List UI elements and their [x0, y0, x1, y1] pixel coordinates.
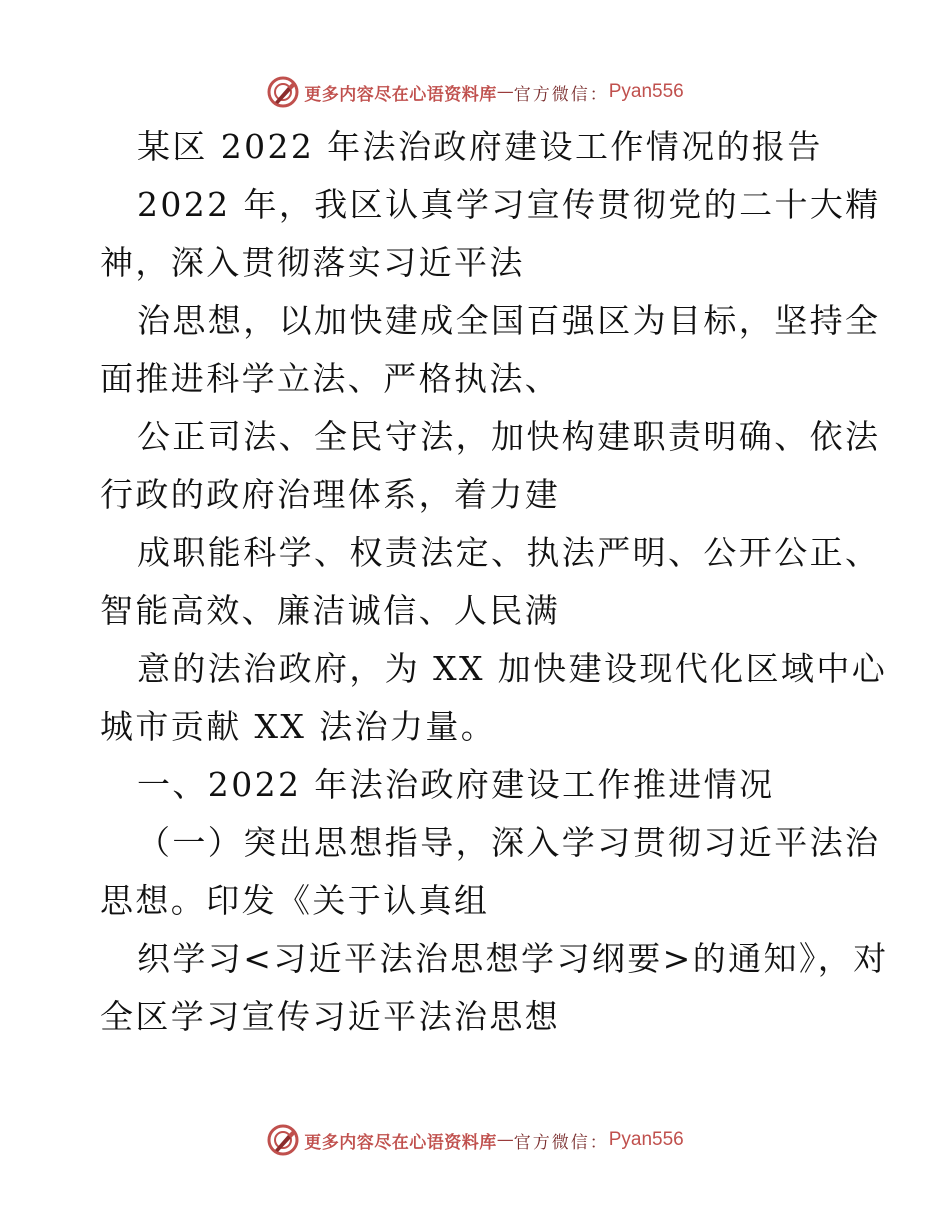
- subsection-heading: （一）突出思想指导，深入学习贯彻习近平法治: [137, 823, 881, 862]
- paragraph-line: 神，深入贯彻落实习近平法: [100, 243, 525, 282]
- paragraph-line: 行政的政府治理体系，着力建: [100, 475, 561, 514]
- paragraph-line: 思想。印发《关于认真组: [100, 881, 490, 920]
- document-title: 某区 2022 年法治政府建设工作情况的报告: [137, 127, 823, 166]
- document-body: [100, 118, 889, 1046]
- footer-watermark-banner: [0, 1120, 950, 1160]
- paragraph-line: 智能高效、廉洁诚信、人民满: [100, 591, 561, 630]
- paragraph-line: 意的法治政府，为 XX 加快建设现代化区域中心: [137, 649, 888, 688]
- paragraph-line: 城市贡献 XX 法治力量。: [100, 707, 497, 746]
- banner-wechat-label: 官方微信：: [513, 84, 609, 105]
- banner-separator: —: [496, 1130, 514, 1150]
- banner-wechat-label: 官方微信：: [513, 1132, 609, 1153]
- banner-main-text: 更多内容尽在心语资料库: [304, 1132, 497, 1153]
- paragraph-line: 治思想，以加快建成全国百强区为目标，坚持全: [137, 301, 881, 340]
- banner-wechat-id: Pyan556: [608, 81, 684, 102]
- banner-main-text: 更多内容尽在心语资料库: [304, 84, 497, 105]
- paragraph-line: 成职能科学、权责法定、执法严明、公开公正、: [137, 533, 881, 572]
- paragraph-line: 2022 年，我区认真学习宣传贯彻党的二十大精: [137, 185, 881, 224]
- paragraph-line: 公正司法、全民守法，加快构建职责明确、依法: [137, 417, 881, 456]
- banner-wechat-id: Pyan556: [608, 1129, 684, 1150]
- paragraph-line: 面推进科学立法、严格执法、: [100, 359, 561, 398]
- header-watermark-banner: [0, 72, 950, 112]
- pen-logo-icon: [266, 1123, 300, 1157]
- paragraph-line: 织学习<习近平法治思想学习纲要>的通知》，对: [137, 939, 889, 978]
- paragraph-line: 全区学习宣传习近平法治思想: [100, 997, 561, 1036]
- pen-logo-icon: [266, 75, 300, 109]
- banner-separator: —: [496, 82, 514, 102]
- section-heading: 一、2022 年法治政府建设工作推进情况: [137, 765, 775, 804]
